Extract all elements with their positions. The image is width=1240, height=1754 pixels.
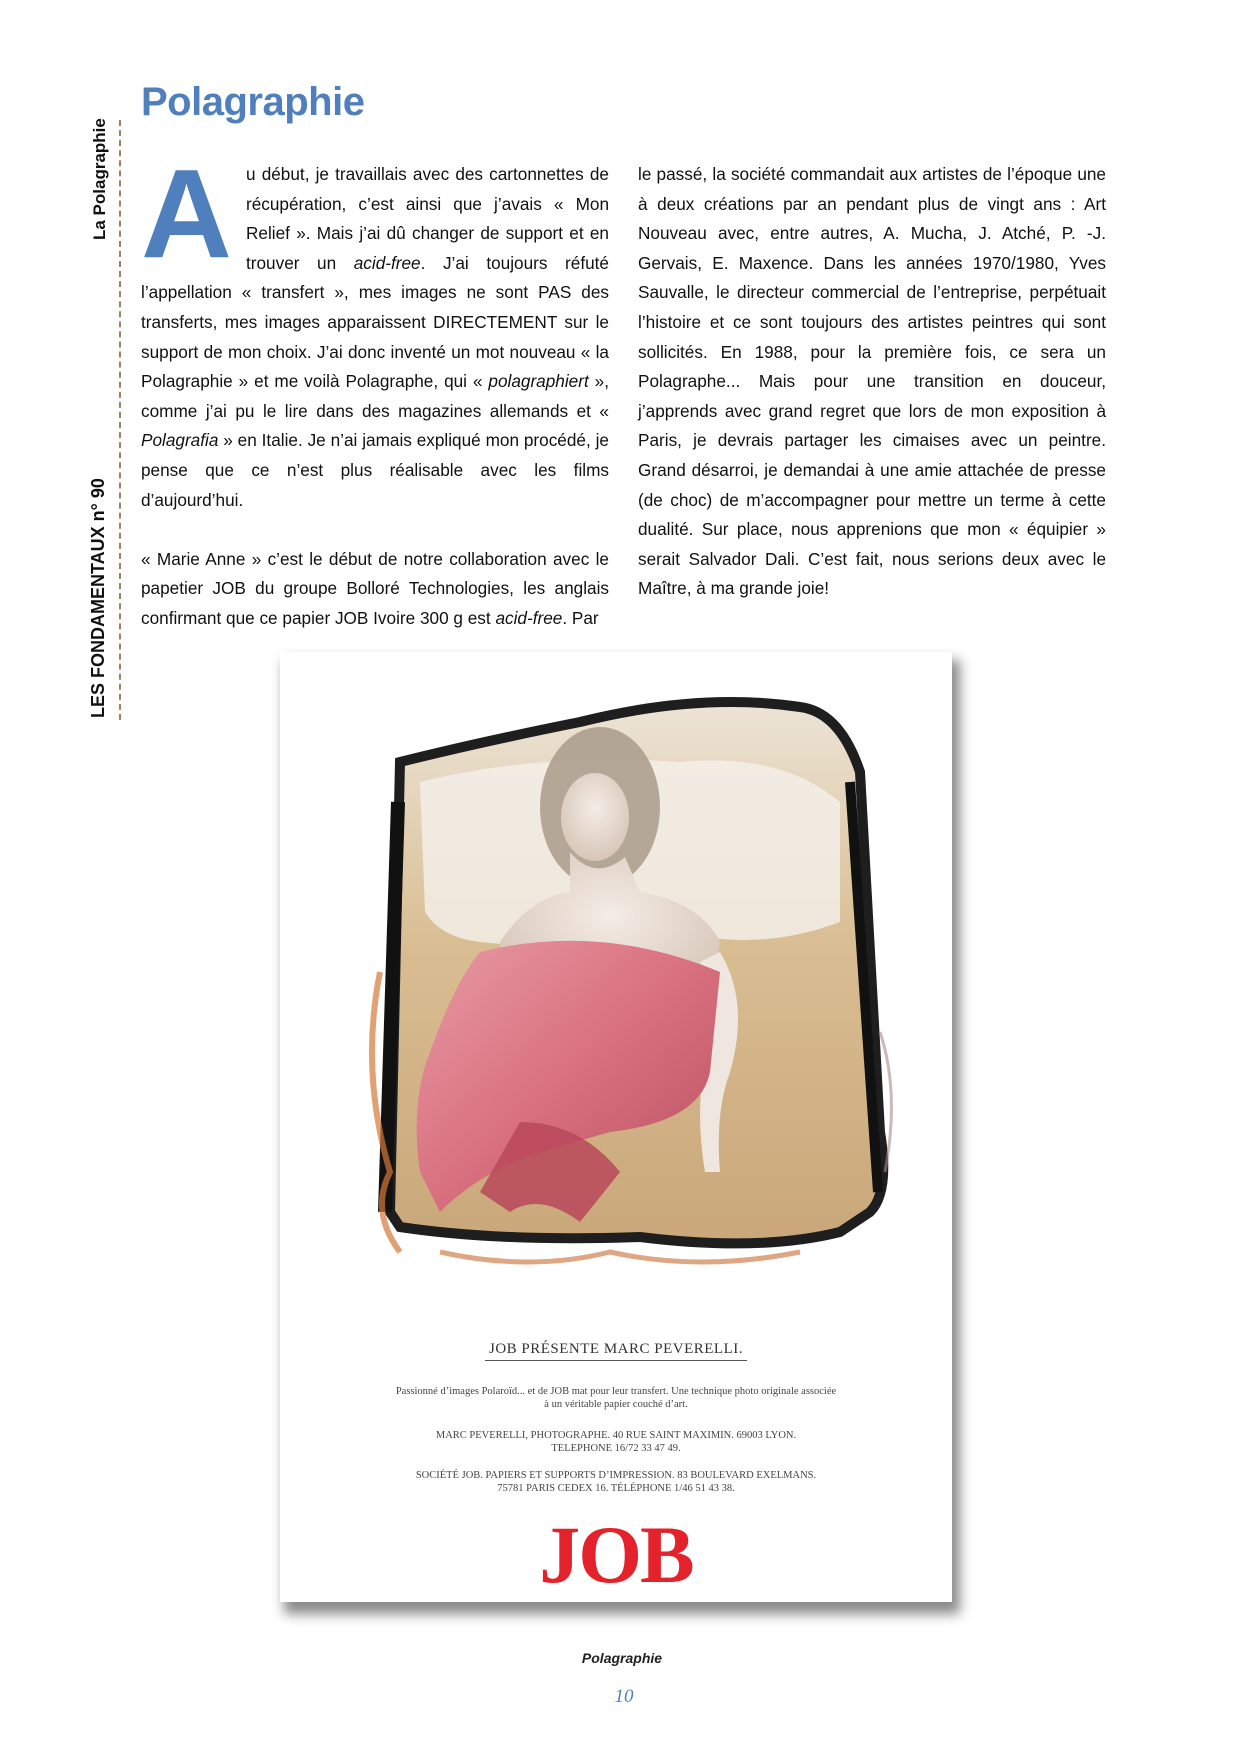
drop-cap: A — [141, 143, 232, 284]
ad-company-address: SOCIÉTÉ JOB. PAPIERS ET SUPPORTS D’IMPRESSION. 83 BOULEVARD EXELMANS. 75781 PARIS CEDEX 16. TÉLÉPHONE 1/46 51 43 38. — [415, 1470, 817, 1494]
paragraph-2 — [141, 545, 609, 634]
text-run: . Par — [562, 607, 599, 628]
polaroid-photo — [280, 652, 952, 1602]
text-run: « Marie Anne » c’est le début de notre collaboration avec le papetier JOB du groupe Bolloré Technologies, les anglais confirmant que ce papier JOB Ivoire 300 g est — [141, 548, 609, 628]
emphasis: acid-free — [495, 607, 563, 628]
side-running-header — [82, 120, 122, 720]
article-title: Polagraphie — [141, 80, 365, 124]
emphasis: polagraphiert — [488, 371, 589, 392]
ad-photographer-address: MARC PEVERELLI, PHOTOGRAPHE. 40 RUE SAINT MAXIMIN. 69003 LYON. TELEPHONE 16/72 33 47 49. — [435, 1430, 797, 1454]
publication-label: LES FONDAMENTAUX n° 90 — [88, 478, 108, 718]
ad-heading: JOB PRÉSENTE MARC PEVERELLI. — [280, 1341, 952, 1358]
text-run: » en Italie. Je n’ai jamais expliqué mon procédé, je pense que ce n’est plus réalisable avec les films d’aujourd’hui. — [141, 430, 609, 510]
emphasis: Polagrafia — [141, 430, 219, 451]
emphasis: acid-free — [353, 252, 421, 273]
figure-caption: Polagraphie — [581, 1650, 663, 1666]
text-run: », comme j’ai pu le lire dans des magazines allemands et « — [141, 371, 610, 421]
paragraph-gap — [141, 515, 609, 545]
side-dashed-rule — [119, 120, 121, 720]
text-run: u début, je travaillais avec des cartonnettes de récupération, c’est ainsi que j’avais « Mon Relief ». Mais j’ai dû changer de support et en trouver un — [246, 164, 609, 273]
section-label: La Polagraphie — [90, 118, 109, 240]
text-run: . J’ai toujours réfuté l’appellation « transfert », mes images ne sont PAS des transferts, mes images apparaissent DIRECTEMENT sur le support de mon choix. J’ai donc inventé un mot nouveau « la Polagraphie » et me voilà Polagraphe, qui « — [141, 252, 609, 392]
paragraph-1 — [141, 143, 610, 515]
article-left-column — [141, 143, 610, 634]
page-number: 10 — [614, 1686, 634, 1707]
advertisement-image — [280, 652, 952, 1602]
article-right-column — [638, 160, 1106, 604]
ad-description: Passionné d’images Polaroïd... et de JOB mat pour leur transfert. Une technique photo originale associée à un véritable papier couché d’art. — [395, 1386, 837, 1410]
paragraph-3: le passé, la société commandait aux artistes de l’époque une à deux créations par an pendant plus de vingt ans : Art Nouveau avec, entre autres, A. Mucha, J. Atché, P. -J. Gervais, E. Maxence. Dans les années 1970/1980, Yves Sauvalle, le directeur commercial de l’entreprise, perpétuait l’histoire et ce sont toujours des artistes peintres qui sont sollicités. En 1988, pour la première fois, ce sera un Polagraphe... Mais pour une transition en douceur, j’apprends avec grand regret que lors de mon exposition à Paris, je devrais partager les cimaises avec un peintre. Grand désarroi, je demandai à une amie attachée de presse (de choc) de m’accompagner pour mettre un terme à cette dualité. Sur place, nous apprenions que mon « équipier » serait Salvador Dali. C’est fait, nous serions deux avec le Maître, à ma grande joie! — [638, 164, 1106, 599]
job-logo: JOB — [539, 1509, 693, 1600]
